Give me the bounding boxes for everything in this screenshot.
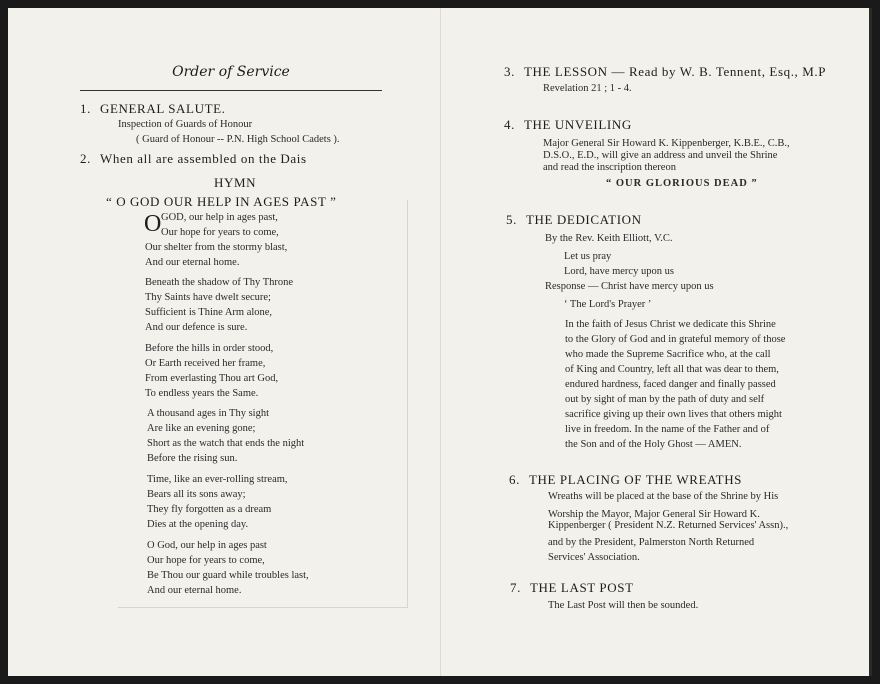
hymn-line: Our shelter from the stormy blast, [145, 242, 288, 253]
hymn-title: “ O GOD OUR HELP IN AGES PAST ” [106, 194, 337, 209]
hymn-line: Dies at the opening day. [147, 519, 249, 530]
unveiling-line: Major General Sir Howard K. Kippenberger, K.B.E., C.B., [543, 138, 790, 149]
wreaths-line: Wreaths will be placed at the base of the Shrine by His [548, 491, 779, 502]
item-number: 3. [504, 64, 515, 79]
hymn-line: Time, like an ever-rolling stream, [147, 474, 288, 485]
item-number: 6. [509, 472, 520, 487]
prayer-line: endured hardness, faced danger and finally passed [565, 379, 776, 390]
wreaths-line: Services' Association. [548, 552, 640, 563]
item-number: 1. [80, 101, 91, 116]
item-heading-wreaths: THE PLACING OF THE WREATHS [529, 472, 743, 487]
hymn-line: And our defence is sure. [145, 322, 248, 333]
wreaths-line: and by the President, Palmerston North Returned [548, 537, 755, 548]
hymn-line: Sufficient is Thine Arm alone, [145, 307, 273, 318]
prayer-line: sacrifice giving up their own lives that others might [565, 409, 782, 420]
prayer-line: out by sight of man by the path of duty and self [565, 394, 765, 405]
hymn-line: Before the hills in order stood, [145, 343, 274, 354]
hymn-line: And our eternal home. [145, 257, 240, 268]
sheet-edge-shadow [869, 8, 872, 676]
hymn-line: Be Thou our guard while troubles last, [147, 570, 309, 581]
hymn-line: From everlasting Thou art God, [145, 373, 279, 384]
hymn-line: GOD, our help in ages past, [161, 212, 278, 223]
prayer-line: the Son and of the Holy Ghost — AMEN. [565, 439, 742, 450]
page-title: Order of Service [172, 64, 290, 80]
hymn-line: A thousand ages in Thy sight [147, 408, 270, 419]
title-divider [80, 90, 382, 91]
prayer-line: live in freedom. In the name of the Father and of [565, 424, 770, 435]
item-heading-assembled: When all are assembled on the Dais [100, 151, 307, 166]
hymn-frame-edge [407, 200, 408, 608]
item-heading-unveiling: THE UNVEILING [524, 117, 632, 132]
guard-line: ( Guard of Honour -- P.N. High School Cadets ). [136, 134, 340, 145]
lords-prayer: ‘ The Lord's Prayer ’ [564, 299, 652, 310]
wreaths-line: Kippenberger ( President N.Z. Returned Services' Assn)., [548, 520, 789, 531]
hymn-dropcap: O [144, 211, 162, 237]
unveiling-line: and read the inscription thereon [543, 162, 676, 173]
response-line: Response — Christ have mercy upon us [545, 281, 714, 292]
item-number: 2. [80, 151, 91, 166]
hymn-line: Before the rising sun. [147, 453, 238, 464]
item-number: 4. [504, 117, 515, 132]
item-number: 5. [506, 212, 517, 227]
hymn-line: Short as the watch that ends the night [147, 438, 305, 449]
hymn-line: Bears all its sons away; [147, 489, 246, 500]
let-us-pray: Let us pray [564, 251, 612, 262]
wreaths-line: Worship the Mayor, Major General Sir Howard K. [548, 509, 760, 520]
prayer-line: to the Glory of God and in grateful memory of those [565, 334, 786, 345]
lord-have-mercy: Lord, have mercy upon us [564, 266, 674, 277]
last-post-line: The Last Post will then be sounded. [548, 600, 699, 611]
hymn-line: They fly forgotten as a dream [147, 504, 272, 515]
inscription-text: “ OUR GLORIOUS DEAD ” [606, 178, 758, 189]
hymn-line: Beneath the shadow of Thy Throne [145, 277, 294, 288]
hymn-line: Thy Saints have dwelt secure; [145, 292, 271, 303]
hymn-line: Are like an evening gone; [147, 423, 256, 434]
prayer-line: who made the Supreme Sacrifice who, at the call [565, 349, 771, 360]
item-heading-dedication: THE DEDICATION [526, 212, 642, 227]
lesson-reference: Revelation 21 ; 1 - 4. [543, 83, 632, 94]
hymn-label: HYMN [214, 175, 257, 190]
item-heading-last-post: THE LAST POST [530, 580, 634, 595]
unveiling-line: D.S.O., E.D., will give an address and unveil the Shrine [543, 150, 778, 161]
hymn-line: And our eternal home. [147, 585, 242, 596]
hymn-line: Our hope for years to come, [161, 227, 279, 238]
prayer-line: In the faith of Jesus Christ we dedicate this Shrine [565, 319, 776, 330]
dedication-by: By the Rev. Keith Elliott, V.C. [545, 233, 673, 244]
hymn-line: Our hope for years to come, [147, 555, 265, 566]
item-heading-general-salute: GENERAL SALUTE. [100, 101, 226, 116]
inspection-line: Inspection of Guards of Honour [118, 119, 253, 130]
prayer-line: of King and Country, left all that was dear to them, [565, 364, 779, 375]
item-heading-lesson: THE LESSON — Read by W. B. Tennent, Esq., M.P [524, 64, 827, 79]
hymn-frame-edge [118, 607, 408, 608]
hymn-line: Or Earth received her frame, [145, 358, 266, 369]
hymn-line: O God, our help in ages past [147, 540, 267, 551]
page-fold [440, 8, 441, 676]
item-number: 7. [510, 580, 521, 595]
hymn-line: To endless years the Same. [145, 388, 259, 399]
